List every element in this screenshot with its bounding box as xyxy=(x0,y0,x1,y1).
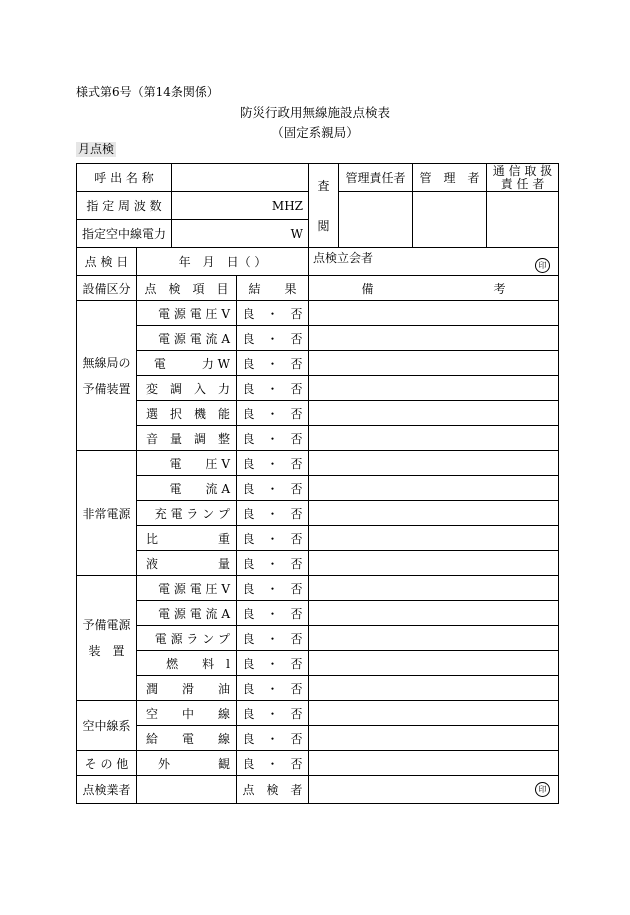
category-other: そ の 他 xyxy=(77,751,137,776)
result-option[interactable]: 良 ・ 否 xyxy=(237,726,309,751)
frequency-label: 指 定 周 波 数 xyxy=(77,192,172,220)
document-subtitle: （固定系親局） xyxy=(271,125,359,140)
item-label: 外 観 xyxy=(137,751,237,776)
result-option[interactable]: 良 ・ 否 xyxy=(237,501,309,526)
result-option[interactable]: 良 ・ 否 xyxy=(237,576,309,601)
result-option[interactable]: 良 ・ 否 xyxy=(237,376,309,401)
seal-icon: 印 xyxy=(535,258,550,273)
frequency-value[interactable]: MHZ xyxy=(172,192,309,220)
remarks-cell[interactable] xyxy=(309,701,559,726)
inspector-value[interactable] xyxy=(309,776,559,804)
item-label: 電 源 電 圧 V xyxy=(137,576,237,601)
remarks-cell[interactable] xyxy=(309,401,559,426)
result-option[interactable]: 良 ・ 否 xyxy=(237,426,309,451)
remarks-cell[interactable] xyxy=(309,551,559,576)
review-cell: 査 閲 xyxy=(309,164,339,248)
result-option[interactable]: 良 ・ 否 xyxy=(237,626,309,651)
column-header-row xyxy=(77,276,559,301)
category-header: 設備区分 xyxy=(77,276,137,301)
result-option[interactable]: 良 ・ 否 xyxy=(237,476,309,501)
comm-officer-header: 通 信 取 扱 責 任 者 xyxy=(487,164,559,192)
power-label: 指定空中線電力 xyxy=(77,220,172,248)
item-label: 選 択 機 能 xyxy=(137,401,237,426)
operator-header: 管 理 者 xyxy=(413,164,487,192)
item-label: 電 力 W xyxy=(137,351,237,376)
remarks-cell[interactable] xyxy=(309,301,559,326)
remarks-cell[interactable] xyxy=(309,501,559,526)
document-title: 防災行政用無線施設点検表 xyxy=(239,105,390,120)
item-label: 比 重 xyxy=(137,526,237,551)
operator-seal-box[interactable] xyxy=(413,192,487,248)
result-option[interactable]: 良 ・ 否 xyxy=(237,326,309,351)
item-label: 給 電 線 xyxy=(137,726,237,751)
item-header: 点 検 項 目 xyxy=(137,276,237,301)
remarks-cell[interactable] xyxy=(309,651,559,676)
item-label: 潤 滑 油 xyxy=(137,676,237,701)
item-label: 燃 料 l xyxy=(137,651,237,676)
comm-officer-seal-box[interactable] xyxy=(487,192,559,248)
remarks-cell[interactable] xyxy=(309,376,559,401)
remarks-cell[interactable] xyxy=(309,626,559,651)
manager-seal-box[interactable] xyxy=(339,192,413,248)
seal-icon: 印 xyxy=(535,782,550,797)
result-option[interactable]: 良 ・ 否 xyxy=(237,676,309,701)
result-option[interactable]: 良 ・ 否 xyxy=(237,751,309,776)
item-label: 液 量 xyxy=(137,551,237,576)
inspector-label: 点 検 者 xyxy=(237,776,309,804)
remarks-cell[interactable] xyxy=(309,601,559,626)
remarks-cell[interactable] xyxy=(309,526,559,551)
remarks-cell[interactable] xyxy=(309,726,559,751)
inspector-company-value[interactable] xyxy=(137,776,237,804)
category-standby-equipment: 無線局の 予備装置 xyxy=(77,301,137,451)
remarks-cell[interactable] xyxy=(309,351,559,376)
date-label: 点 検 日 xyxy=(77,248,137,276)
remarks-cell[interactable] xyxy=(309,451,559,476)
result-option[interactable]: 良 ・ 否 xyxy=(237,451,309,476)
result-option[interactable]: 良 ・ 否 xyxy=(237,401,309,426)
callsign-value[interactable] xyxy=(172,164,309,192)
callsign-label: 呼 出 名 称 xyxy=(77,164,172,192)
inspection-form-table xyxy=(76,163,559,804)
item-label: 電 源 電 圧 V xyxy=(137,301,237,326)
item-label: 電 源 電 流 A xyxy=(137,601,237,626)
item-label: 電 流 A xyxy=(137,476,237,501)
item-label: 空 中 線 xyxy=(137,701,237,726)
date-row xyxy=(77,248,559,276)
manager-header: 管理責任者 xyxy=(339,164,413,192)
result-option[interactable]: 良 ・ 否 xyxy=(237,701,309,726)
power-value[interactable]: W xyxy=(172,220,309,248)
result-option[interactable]: 良 ・ 否 xyxy=(237,551,309,576)
remarks-cell[interactable] xyxy=(309,676,559,701)
form-id: 様式第6号（第14条関係） xyxy=(76,85,219,99)
footer-row xyxy=(77,776,559,804)
item-label: 電 圧 V xyxy=(137,451,237,476)
item-label: 変 調 入 力 xyxy=(137,376,237,401)
remarks-cell[interactable] xyxy=(309,576,559,601)
witness-cell[interactable] xyxy=(309,248,559,276)
item-label: 充 電 ラ ン プ xyxy=(137,501,237,526)
category-emergency-power: 非常電源 xyxy=(77,451,137,576)
witness-label: 点検立会者 xyxy=(313,251,374,265)
result-option[interactable]: 良 ・ 否 xyxy=(237,601,309,626)
remarks-cell[interactable] xyxy=(309,476,559,501)
result-option[interactable]: 良 ・ 否 xyxy=(237,301,309,326)
callsign-row xyxy=(77,164,559,192)
date-value[interactable]: 年 月 日（ ） xyxy=(137,248,309,276)
category-backup-power: 予備電源 装 置 xyxy=(77,576,137,701)
category-antenna-system: 空中線系 xyxy=(77,701,137,751)
item-label: 電 源 電 流 A xyxy=(137,326,237,351)
result-option[interactable]: 良 ・ 否 xyxy=(237,651,309,676)
item-label: 音 量 調 整 xyxy=(137,426,237,451)
remarks-cell[interactable] xyxy=(309,326,559,351)
result-header: 結 果 xyxy=(237,276,309,301)
result-option[interactable]: 良 ・ 否 xyxy=(237,526,309,551)
inspector-company-label: 点検業者 xyxy=(77,776,137,804)
remarks-cell[interactable] xyxy=(309,426,559,451)
remarks-cell[interactable] xyxy=(309,751,559,776)
result-option[interactable]: 良 ・ 否 xyxy=(237,351,309,376)
remarks-header: 備 考 xyxy=(309,276,559,301)
item-label: 電 源 ラ ン プ xyxy=(137,626,237,651)
inspection-period-label: 月点検 xyxy=(78,142,115,156)
